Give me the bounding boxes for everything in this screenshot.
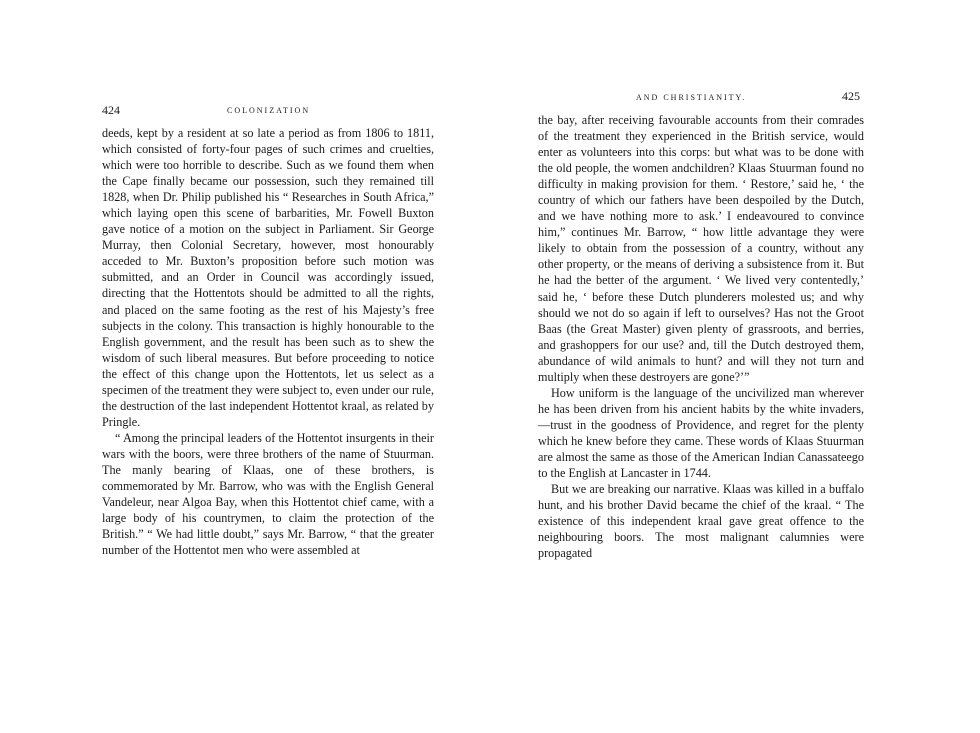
running-title: AND CHRISTIANITY. <box>636 93 747 102</box>
paragraph: But we are breaking our narrative. Klaas was killed in a buffalo hunt, and his brother David became the chief of the kraal. “ The existence of this independent kraal gave great offence to the neighbouring boors. The most malignant calumnies were propagated <box>538 482 864 561</box>
paragraph: How uniform is the language of the uncivilized man wherever he has been driven from his ancient habits by the white invaders,—trust in the goodness of Providence, and regret for the plenty which he knew before they came. These words of Klaas Stuurman are almost the same as those of the American Indian Canassateego to the English at Lancaster in 1744. <box>538 385 864 481</box>
paragraph: deeds, kept by a resident at so late a period as from 1806 to 1811, which consisted of forty-four pages of such crimes and cruelties, which were too horrible to describe. Such as we found them when the Cape finally became our possession, such they remained till 1828, when Dr. Philip published his “ Researches in South Africa,” which laying open this scene of barbarities, Mr. Fowell Buxton gave notice of a motion on the subject in Parliament. Sir George Murray, then Colonial Secretary, however, most honourably acceded to Mr. Buxton’s proposition before such motion was submitted, and an Order in Council was accordingly issued, directing that the Hottentots should be admitted to all the rights, and placed on the same footing as the rest of his Majesty’s free subjects in the colony. This transaction is highly honourable to the English government, and the result has been such as to shew the wisdom of such liberal measures. But before proceeding to notice the effect of this change upon the Hottentots, let us select as a specimen of the treatment they were subject to, even under our rule, the destruction of the last independent Hottentot kraal, as related by Pringle. <box>102 126 434 429</box>
body-text <box>102 125 434 558</box>
paragraph: the bay, after receiving favourable accounts from their comrades of the treatment they experienced in the British service, would enter as volunteers into this corps: but what was to be done with the old people, the women andchildren? Klaas Stuurman found no difficulty in making provision for them. ‘ Restore,’ said he, ‘ the country of which our fathers have been despoiled by the Dutch, and we have nothing more to ask.’ I endeavoured to convince him,” continues Mr. Barrow, “ how little advantage they were likely to obtain from the possession of a country, without any other property, or the means of deriving a subsistence from it. But he had the better of the argument. ‘ We lived very contentedly,’ said he, ‘ before these Dutch plunderers molested us; and why should we not do so again if left to ourselves? Has not the Groot Baas (the Great Master) given plenty of grassroots, and berries, and grashoppers for our use? and, till the Dutch destroyed them, abundance of wild animals to hunt? and will they not turn and multiply when these destroyers are gone?’” <box>538 113 864 384</box>
running-title: COLONIZATION <box>227 106 311 115</box>
right-page <box>490 0 980 733</box>
paragraph: “ Among the principal leaders of the Hottentot insurgents in their wars with the boors, were three brothers of the name of Stuurman. The manly bearing of Klaas, one of these brothers, is commemorated by Mr. Barrow, who was with the English General Vandeleur, near Algoa Bay, when this Hottentot chief came, with a large body of his countrymen, to claim the protection of the British.” “ We had little doubt,” says Mr. Barrow, “ that the greater number of the Hottentot men who were assembled at <box>102 430 434 558</box>
page-number: 425 <box>842 89 860 103</box>
body-text <box>538 112 864 561</box>
page-number: 424 <box>102 103 120 117</box>
